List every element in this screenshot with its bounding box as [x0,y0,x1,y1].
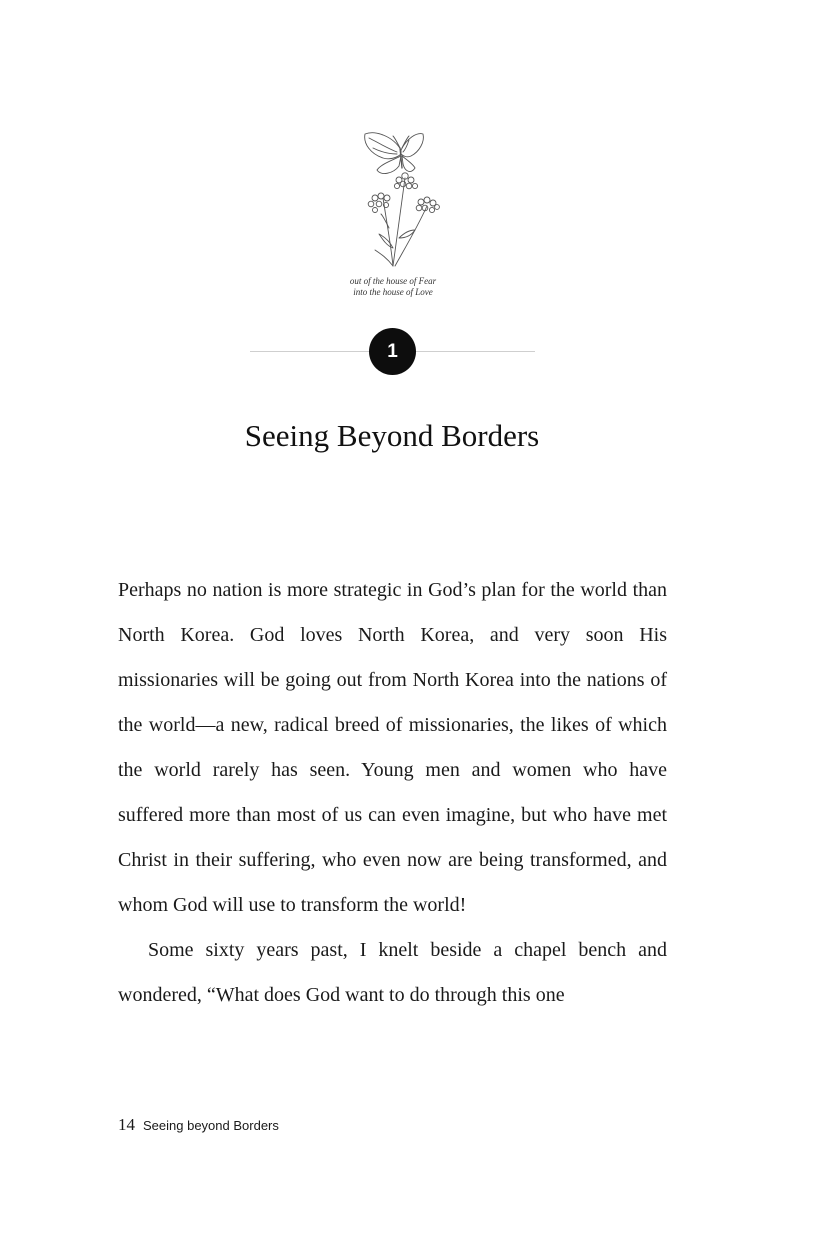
body-text [118,568,667,1018]
running-title: Seeing beyond Borders [143,1118,279,1133]
divider-right [416,351,535,352]
chapter-title: Seeing Beyond Borders [244,418,540,453]
page-number: 14 [118,1115,135,1134]
ornament-motto-line-2: into the house of Love [353,287,433,297]
divider-left [250,351,370,352]
paragraph: Some sixty years past, I knelt beside a chapel bench and wondered, “What does God want to do through this one [118,939,667,1006]
butterfly-flowers-icon [353,128,449,274]
paragraph: Perhaps no nation is more strategic in God’s plan for the world than North Korea. God loves North Korea, and very soon His missionaries will be going out from North Korea into the nations of the world—a new, radical breed of missionaries, the likes of which the world rarely has seen. Young men and women who have suffered more than most of us can even imagine, but who have met Christ in their suffering, who even now are being transformed, and whom God will use to transform the world! [118,579,667,916]
ornament-motto-line-1: out of the house of Fear [349,276,437,286]
page-footer [118,1114,279,1137]
chapter-number-badge: 1 [369,328,416,375]
